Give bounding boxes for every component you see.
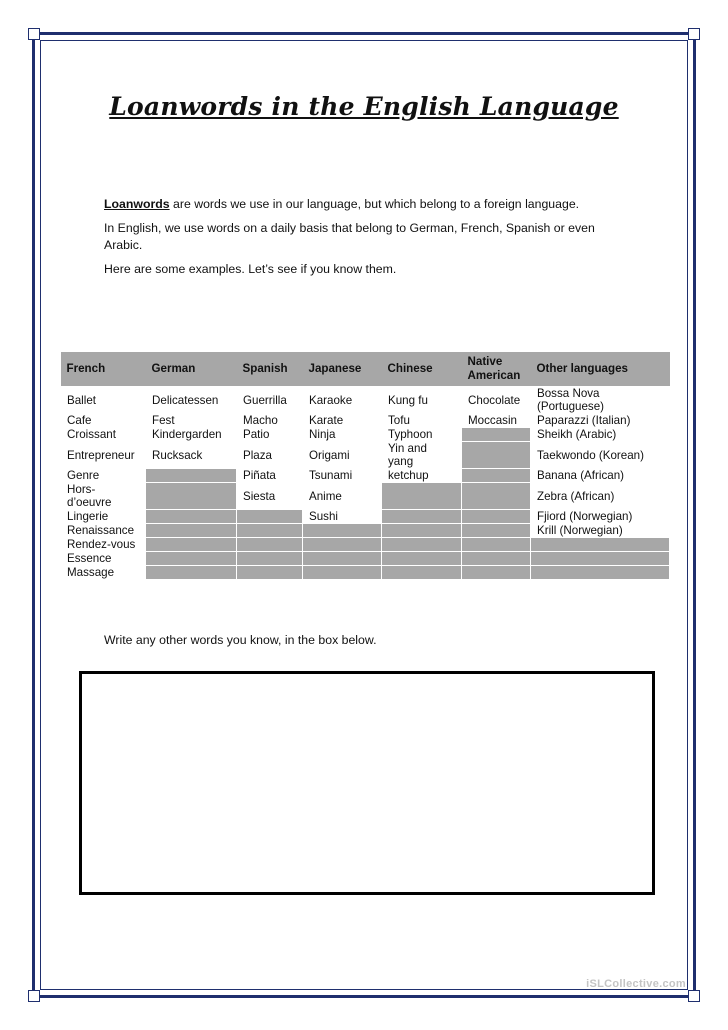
intro-paragraph-1 xyxy=(104,196,604,213)
table-cell: Kung fu xyxy=(382,387,462,414)
keyword-loanwords: Loanwords xyxy=(104,197,170,211)
table-cell: Tsunami xyxy=(303,469,382,483)
column-header: Native American xyxy=(462,352,531,387)
table-cell xyxy=(462,538,531,552)
loanwords-table xyxy=(60,352,670,580)
table-cell: Sushi xyxy=(303,510,382,524)
table-row xyxy=(61,414,670,428)
table-cell xyxy=(462,510,531,524)
page-title: Loanwords in the English Language xyxy=(109,92,619,121)
table-cell: Chocolate xyxy=(462,387,531,414)
table-cell xyxy=(303,538,382,552)
table-row xyxy=(61,524,670,538)
table-row xyxy=(61,387,670,414)
table-cell xyxy=(237,552,303,566)
table-cell: Croissant xyxy=(61,428,146,442)
column-header: Chinese xyxy=(382,352,462,387)
table-cell: Zebra (African) xyxy=(531,483,670,510)
table-row xyxy=(61,428,670,442)
table-row xyxy=(61,483,670,510)
table-cell: Delicatessen xyxy=(146,387,237,414)
table-cell: Piñata xyxy=(237,469,303,483)
table-cell: Karaoke xyxy=(303,387,382,414)
intro-paragraph-2: In English, we use words on a daily basis that belong to German, French, Spanish or even Arabic. xyxy=(104,221,595,252)
table-cell xyxy=(462,552,531,566)
intro-text xyxy=(104,196,604,285)
table-cell xyxy=(146,510,237,524)
table-cell xyxy=(531,552,670,566)
table-cell: Moccasin xyxy=(462,414,531,428)
table-cell: Entrepreneur xyxy=(61,442,146,469)
table-cell: Tofu xyxy=(382,414,462,428)
table-cell xyxy=(237,566,303,580)
table-row xyxy=(61,510,670,524)
table-cell: Patio xyxy=(237,428,303,442)
table-cell: Massage xyxy=(61,566,146,580)
corner-ornament xyxy=(28,28,40,40)
table-cell: Fjiord (Norwegian) xyxy=(531,510,670,524)
table-cell: Plaza xyxy=(237,442,303,469)
table-cell: Krill (Norwegian) xyxy=(531,524,670,538)
column-header: Other languages xyxy=(531,352,670,387)
table-cell: Paparazzi (Italian) xyxy=(531,414,670,428)
table-cell xyxy=(146,552,237,566)
table-cell: Fest xyxy=(146,414,237,428)
corner-ornament xyxy=(688,28,700,40)
table-cell: Ballet xyxy=(61,387,146,414)
watermark: iSLCollective.com xyxy=(586,978,686,990)
table-row xyxy=(61,442,670,469)
table-cell xyxy=(382,510,462,524)
table-cell xyxy=(303,566,382,580)
corner-ornament xyxy=(28,990,40,1002)
table-cell xyxy=(237,510,303,524)
table-cell: Anime xyxy=(303,483,382,510)
table-cell xyxy=(382,552,462,566)
table-cell xyxy=(146,566,237,580)
column-header: German xyxy=(146,352,237,387)
table-cell xyxy=(146,538,237,552)
table-cell: Ninja xyxy=(303,428,382,442)
table-cell: Essence xyxy=(61,552,146,566)
table-cell: Rendez-vous xyxy=(61,538,146,552)
write-prompt: Write any other words you know, in the box below. xyxy=(104,633,377,647)
table-cell: Siesta xyxy=(237,483,303,510)
table-row xyxy=(61,469,670,483)
table-cell xyxy=(146,483,237,510)
table-header-row xyxy=(61,352,670,387)
table-cell xyxy=(382,483,462,510)
table-cell: Karate xyxy=(303,414,382,428)
column-header: Japanese xyxy=(303,352,382,387)
table-cell: Yin and yang xyxy=(382,442,462,469)
table-row xyxy=(61,538,670,552)
table-cell xyxy=(146,524,237,538)
table-cell: Origami xyxy=(303,442,382,469)
table-cell: Macho xyxy=(237,414,303,428)
table-cell xyxy=(382,566,462,580)
table-cell: Rucksack xyxy=(146,442,237,469)
table-cell xyxy=(462,566,531,580)
table-cell: Bossa Nova (Portuguese) xyxy=(531,387,670,414)
column-header: Spanish xyxy=(237,352,303,387)
table-cell: Banana (African) xyxy=(531,469,670,483)
table-cell xyxy=(462,442,531,469)
table-cell xyxy=(237,524,303,538)
table-cell: ketchup xyxy=(382,469,462,483)
table-cell: Lingerie xyxy=(61,510,146,524)
table-cell: Cafe xyxy=(61,414,146,428)
table-cell xyxy=(531,566,670,580)
intro-p1-rest: are words we use in our language, but which belong to a foreign language. xyxy=(169,197,580,211)
table-cell: Taekwondo (Korean) xyxy=(531,442,670,469)
table-cell xyxy=(382,524,462,538)
table-cell xyxy=(462,428,531,442)
answer-box[interactable] xyxy=(79,671,655,895)
table-cell xyxy=(303,552,382,566)
table-row xyxy=(61,552,670,566)
table-cell: Kindergarden xyxy=(146,428,237,442)
table-cell: Genre xyxy=(61,469,146,483)
table-cell: Guerrilla xyxy=(237,387,303,414)
table-row xyxy=(61,566,670,580)
table-cell xyxy=(382,538,462,552)
column-header: French xyxy=(61,352,146,387)
corner-ornament xyxy=(688,990,700,1002)
table-cell: Hors-d’oeuvre xyxy=(61,483,146,510)
table-cell: Renaissance xyxy=(61,524,146,538)
table-cell xyxy=(462,524,531,538)
table-cell xyxy=(531,538,670,552)
table-cell xyxy=(462,483,531,510)
table-cell xyxy=(303,524,382,538)
table-cell xyxy=(146,469,237,483)
table-cell xyxy=(462,469,531,483)
table-cell: Sheikh (Arabic) xyxy=(531,428,670,442)
table-cell: Typhoon xyxy=(382,428,462,442)
table-cell xyxy=(237,538,303,552)
intro-paragraph-3: Here are some examples. Let’s see if you know them. xyxy=(104,262,397,276)
